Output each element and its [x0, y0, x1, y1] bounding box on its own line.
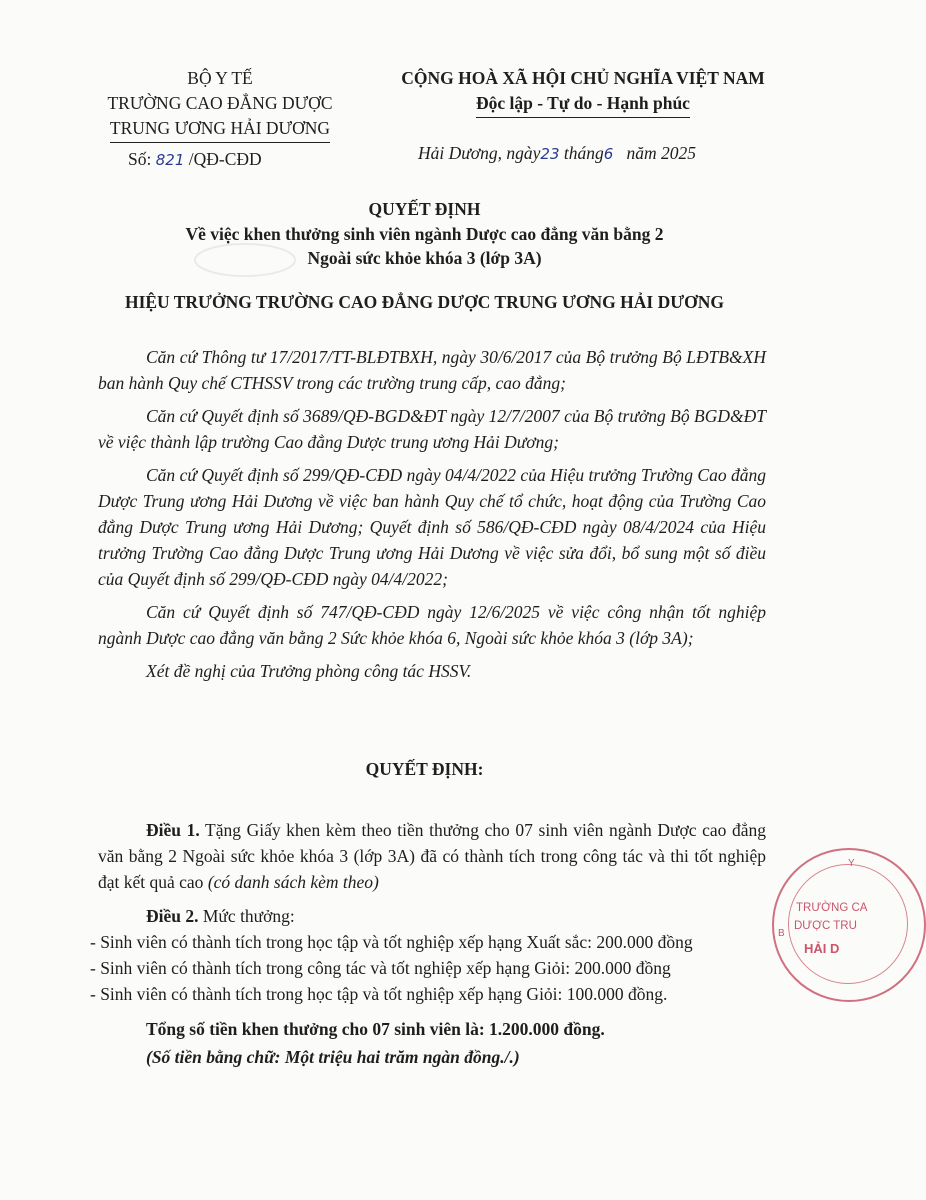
stamp-text: TRƯỜNG CA	[796, 902, 868, 914]
document-subtitle-2: Ngoài sức khỏe khóa 3 (lớp 3A)	[307, 248, 542, 268]
total-amount-in-words: (Số tiền bằng chữ: Một triệu hai trăm ngàn đồng./.)	[146, 1047, 520, 1067]
handwritten-day: 23	[540, 145, 560, 163]
national-header	[383, 66, 783, 118]
school-name-line2: TRUNG ƯƠNG HẢI DƯƠNG	[90, 116, 350, 143]
article-2	[98, 903, 766, 929]
document-number: Số: 821 /QĐ-CĐD	[128, 149, 262, 169]
article-1-note: (có danh sách kèm theo)	[207, 872, 379, 892]
handwritten-number: 821	[155, 151, 185, 169]
issuing-authority: HIỆU TRƯỞNG TRƯỜNG CAO ĐẲNG DƯỢC TRUNG ƯƠNG HẢI DƯƠNG	[124, 292, 725, 312]
article-1-label: Điều 1.	[146, 820, 200, 840]
official-stamp	[772, 848, 926, 1002]
legal-basis-1: Căn cứ Thông tư 17/2017/TT-BLĐTBXH, ngày 30/6/2017 của Bộ trưởng Bộ LĐTB&XH ban hành Quy chế CTHSSV trong các trường trung cấp, cao đẳng;	[98, 347, 766, 393]
legal-bases	[98, 344, 766, 691]
ministry-name: BỘ Y TẾ	[187, 68, 253, 88]
reward-levels	[90, 929, 790, 1007]
article-1-text: Tặng Giấy khen kèm theo tiền thưởng cho 07 sinh viên ngành Dược cao đẳng văn bằng 2 Ngoài sức khỏe khóa 3 (lớp 3A) đã có thành tích trong công tác và thi tốt nghiệp đạt kết quả cao	[98, 820, 767, 892]
document-subtitle-1: Về việc khen thưởng sinh viên ngành Dược cao đẳng văn bằng 2	[185, 224, 664, 244]
stamp-text: HẢI D	[804, 941, 840, 956]
reward-level-item: - Sinh viên có thành tích trong học tập và tốt nghiệp xếp hạng Xuất sắc: 200.000 đồng	[90, 932, 693, 952]
stamp-text: DƯỢC TRU	[794, 920, 857, 932]
issuer-block	[90, 66, 350, 173]
motto-line: Độc lập - Tự do - Hạnh phúc	[383, 91, 783, 118]
handwritten-month: 6	[603, 145, 614, 163]
article-2-label: Điều 2.	[146, 906, 199, 926]
reward-level-item: - Sinh viên có thành tích trong học tập và tốt nghiệp xếp hạng Giỏi: 100.000 đồng.	[90, 984, 668, 1004]
document-title: QUYẾT ĐỊNH	[368, 199, 481, 219]
stamp-text: Y	[848, 858, 855, 869]
total-amount: Tổng số tiền khen thưởng cho 07 sinh viên là: 1.200.000 đồng.	[146, 1019, 605, 1039]
nation-name: CỘNG HOÀ XÃ HỘI CHỦ NGHĨA VIỆT NAM	[401, 68, 765, 88]
legal-basis-3: Căn cứ Quyết định số 299/QĐ-CĐD ngày 04/4/2022 của Hiệu trưởng Trường Cao đẳng Dược Trung ương Hải Dương về việc ban hành Quy chế tổ chức, hoạt động của Trường Cao đẳng Dược Trung ương Hải Dương; Quyết định số 586/QĐ-CĐD ngày 08/4/2024 của Hiệu trưởng Trường Cao đẳng Dược Trung ương Hải Dương về việc sửa đổi, bổ sung một số điều của Quyết định số 299/QĐ-CĐD ngày 04/4/2022;	[98, 465, 766, 589]
issue-date: Hải Dương, ngày23 tháng6 năm 2025	[418, 143, 696, 163]
legal-basis-2: Căn cứ Quyết định số 3689/QĐ-BGD&ĐT ngày 12/7/2007 của Bộ trưởng Bộ BGD&ĐT về việc thành lập trường Cao đẳng Dược trung ương Hải Dương;	[98, 406, 766, 452]
article-2-text: Mức thưởng:	[198, 906, 295, 926]
school-name-line1: TRƯỜNG CAO ĐẲNG DƯỢC	[107, 93, 333, 113]
stamp-text: B	[778, 928, 785, 939]
proposal-line: Xét đề nghị của Trưởng phòng công tác HSSV.	[146, 661, 472, 681]
article-1	[98, 817, 766, 895]
reward-level-item: - Sinh viên có thành tích trong công tác và tốt nghiệp xếp hạng Giỏi: 200.000 đồng	[90, 958, 671, 978]
decision-heading: QUYẾT ĐỊNH:	[365, 759, 484, 779]
legal-basis-4: Căn cứ Quyết định số 747/QĐ-CĐD ngày 12/6/2025 về việc công nhận tốt nghiệp ngành Dược cao đẳng văn bằng 2 Sức khỏe khóa 6, Ngoài sức khỏe khóa 3 (lớp 3A);	[98, 602, 766, 648]
